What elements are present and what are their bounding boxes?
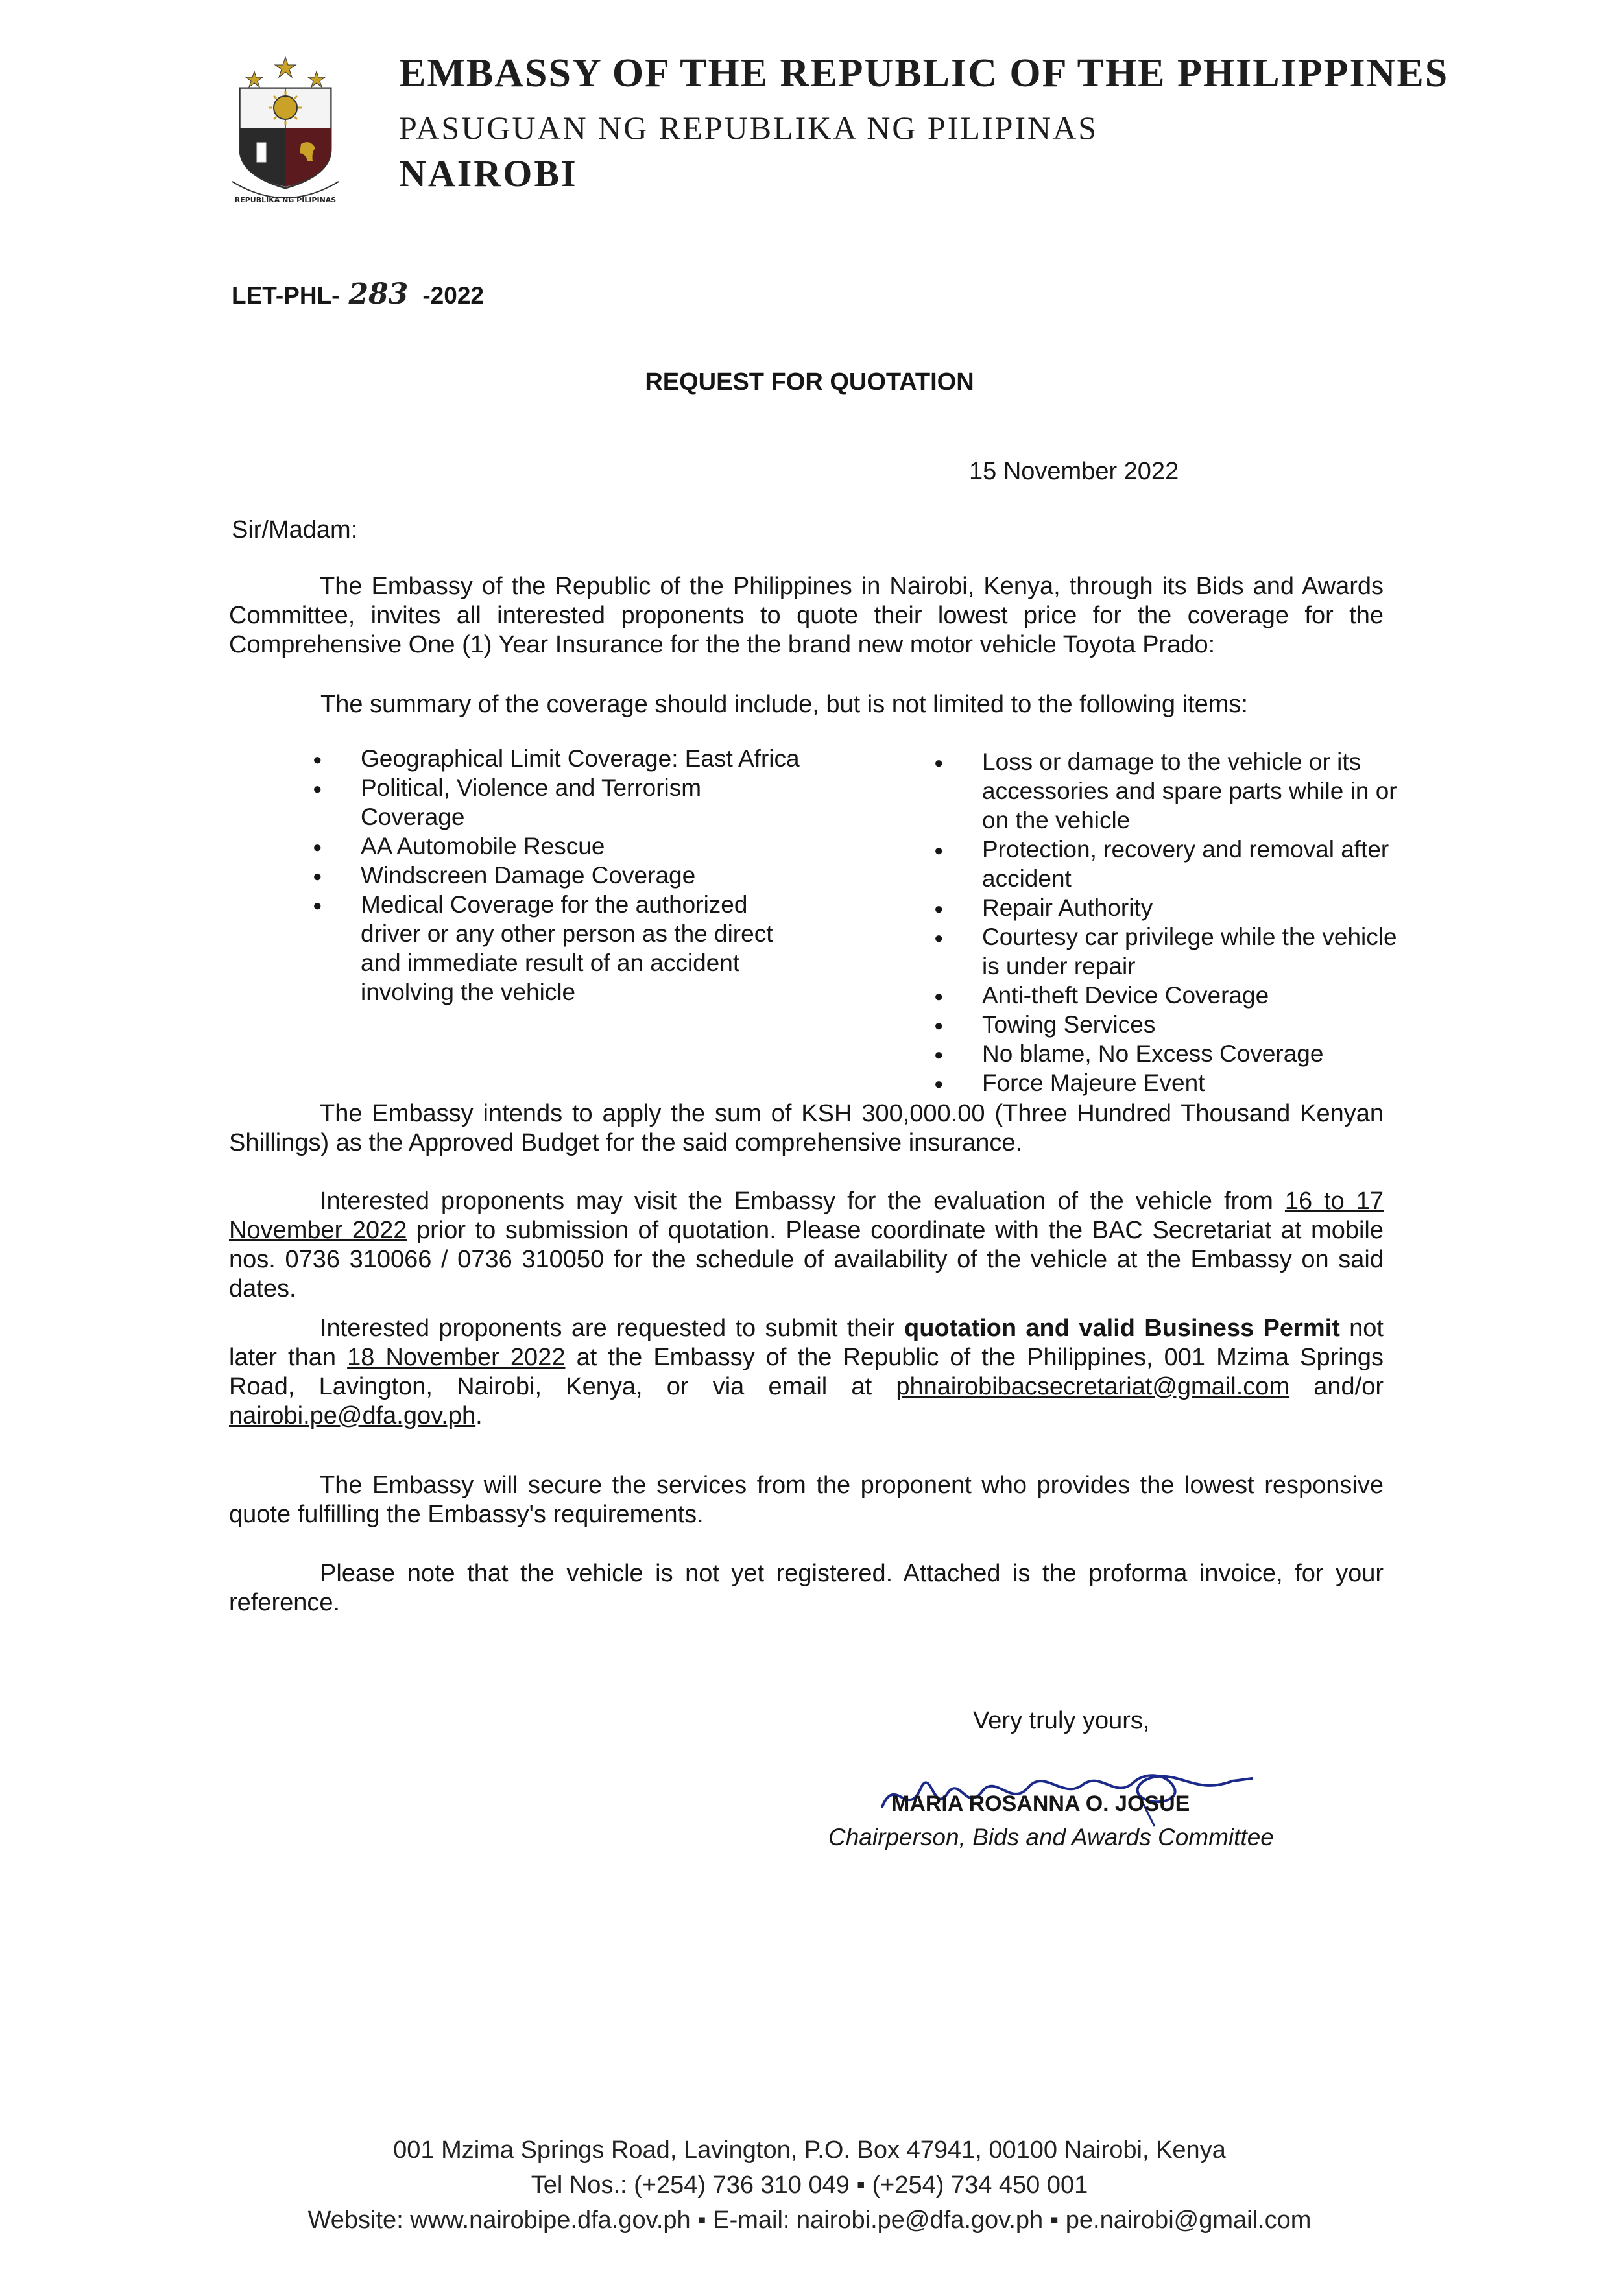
signatory-name: MARIA ROSANNA O. JOSUE <box>891 1791 1190 1816</box>
visit-paragraph <box>229 1187 1384 1304</box>
award-paragraph: The Embassy will secure the services from the proponent who provides the lowest responsive quote fulfilling the Embassy's requirements. <box>229 1472 1384 1528</box>
list-item: ● Medical Coverage for the authorized driver or any other person as the direct and immediate result of an accident involving the vehicle <box>313 890 806 1007</box>
footer-web: Website: www.nairobipe.dfa.gov.ph ▪ E-mail: nairobi.pe@dfa.gov.ph ▪ pe.nairobi@gmail.com <box>307 2206 1312 2234</box>
visit-text-before: Interested proponents may visit the Embassy for the evaluation of the vehicle from <box>320 1188 1285 1215</box>
closing: Very truly yours, <box>973 1707 1150 1734</box>
letterhead-title: EMBASSY OF THE REPUBLIC OF THE PHILIPPINES <box>399 51 1449 95</box>
letterhead-subtitle: PASUGUAN NG REPUBLIKA NG PILIPINAS <box>399 110 1099 146</box>
submit-text: . <box>475 1402 483 1429</box>
list-item: ● Political, Violence and Terrorism Coverage <box>313 773 806 831</box>
list-item: ● Windscreen Damage Coverage <box>313 861 806 890</box>
reference-prefix: LET-PHL- <box>232 282 340 309</box>
list-item: ● Loss or damage to the vehicle or its accessories and spare parts while in or on the vehicle <box>934 747 1401 835</box>
submit-deadline: 18 November 2022 <box>347 1344 566 1371</box>
list-item: ● Courtesy car privilege while the vehicle is under repair <box>934 922 1401 981</box>
list-item: ● No blame, No Excess Coverage <box>934 1039 1401 1068</box>
reference-handwritten-number: 283 <box>348 278 409 311</box>
list-item: ● Geographical Limit Coverage: East Africa <box>313 744 806 773</box>
submit-text: and/or <box>1289 1373 1384 1400</box>
signatory-title: Chairperson, Bids and Awards Committee <box>828 1824 1274 1850</box>
bac-email-link[interactable]: phnairobibacsecretariat@gmail.com <box>896 1373 1290 1400</box>
submit-text: at the Embassy of the Republic of the Philippines, 001 Mzima Springs Road, Lavington, Nairobi, Kenya, or via email at <box>229 1344 1384 1400</box>
note-paragraph: Please note that the vehicle is not yet registered. Attached is the proforma invoice, for your reference. <box>229 1560 1384 1616</box>
footer-phones: Tel Nos.: (+254) 736 310 049 ▪ (+254) 734 450 001 <box>531 2171 1088 2199</box>
coverage-list-right <box>934 747 1401 1097</box>
embassy-email-link[interactable]: nairobi.pe@dfa.gov.ph <box>229 1402 476 1429</box>
submit-requirements: quotation and valid Business Permit <box>904 1315 1340 1342</box>
submit-text: Interested proponents are requested to submit their <box>320 1315 905 1342</box>
letterhead-city: NAIROBI <box>399 152 578 195</box>
document-title: REQUEST FOR QUOTATION <box>645 368 974 396</box>
letter-date: 15 November 2022 <box>969 458 1179 485</box>
footer <box>0 2133 1619 2238</box>
visit-dates: 16 to 17 November 2022 <box>229 1188 1384 1244</box>
list-item: ● AA Automobile Rescue <box>313 831 806 861</box>
philippine-seal-icon <box>214 52 357 208</box>
reference-number <box>232 278 484 311</box>
list-item: ● Force Majeure Event <box>934 1068 1401 1097</box>
coverage-list-left <box>313 744 806 1007</box>
submission-paragraph <box>229 1314 1384 1431</box>
list-item: ● Anti-theft Device Coverage <box>934 981 1401 1010</box>
list-item: ● Towing Services <box>934 1010 1401 1039</box>
intro-paragraph: The Embassy of the Republic of the Philippines in Nairobi, Kenya, through its Bids and Awards Committee, invites all interested proponents to quote their lowest price for the coverage for the Comprehensive One (1) Year Insurance for the the brand new motor vehicle Toyota Prado: <box>229 573 1384 658</box>
footer-address: 001 Mzima Springs Road, Lavington, P.O. Box 47941, 00100 Nairobi, Kenya <box>393 2136 1226 2164</box>
list-item: ● Repair Authority <box>934 893 1401 922</box>
reference-suffix: -2022 <box>422 282 484 309</box>
visit-text-after: prior to submission of quotation. Please coordinate with the BAC Secretariat at mobile nos. 0736 310066 / 0736 310050 for the schedule of availability of the vehicle at the Embassy on said dates. <box>229 1217 1384 1302</box>
list-item: ● Protection, recovery and removal after accident <box>934 835 1401 893</box>
seal-stars <box>246 57 325 87</box>
seal-text: REPUBLIKA NG PILIPINAS <box>234 196 337 204</box>
submit-text: not later than <box>229 1315 1384 1371</box>
budget-paragraph: The Embassy intends to apply the sum of KSH 300,000.00 (Three Hundred Thousand Kenyan Shillings) as the Approved Budget for the said comprehensive insurance. <box>229 1100 1384 1156</box>
summary-lead: The summary of the coverage should include, but is not limited to the following items: <box>320 691 1248 718</box>
salutation: Sir/Madam: <box>232 516 358 544</box>
